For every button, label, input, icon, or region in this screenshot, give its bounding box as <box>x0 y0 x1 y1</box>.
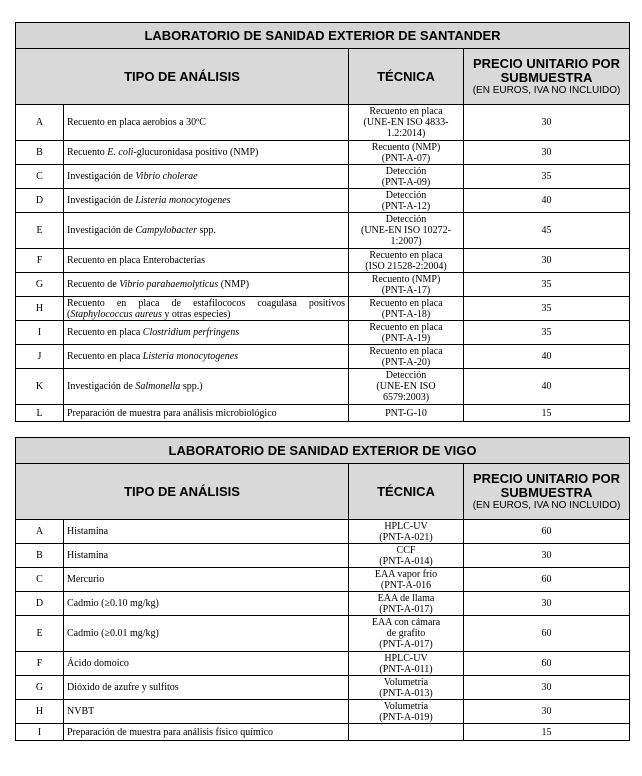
row-letter: B <box>16 544 64 568</box>
table-row <box>16 369 630 405</box>
technique-line: Recuento (NMP) <box>371 273 441 285</box>
technique <box>349 652 464 676</box>
analysis-name-italic: Clostridium perfringens <box>142 327 240 338</box>
technique-line: (PNT-A-019) <box>379 711 433 723</box>
technique <box>349 724 464 741</box>
technique <box>349 297 464 321</box>
row-letter: H <box>16 700 64 724</box>
technique-line: (PNT-A-017) <box>379 603 433 615</box>
unit-price: 45 <box>464 213 630 249</box>
analysis-name <box>64 369 349 405</box>
analysis-name-italic: Vibrio cholerae <box>135 171 198 182</box>
technique-line: (UNE-EN ISO <box>376 381 436 392</box>
table-title: LABORATORIO DE SANIDAD EXTERIOR DE SANTANDER <box>16 23 630 49</box>
header-tecnica: TÉCNICA <box>349 49 464 105</box>
technique <box>349 273 464 297</box>
technique-line: de grafito <box>386 628 426 639</box>
row-letter: E <box>16 213 64 249</box>
analysis-name-text: -glucuronidasa positivo (NMP) <box>133 147 259 158</box>
row-letter: L <box>16 405 64 422</box>
table-row <box>16 189 630 213</box>
technique-line: Recuento en placa <box>369 249 443 261</box>
analysis-name-text: Recuento en placa <box>67 327 143 338</box>
analysis-name-text: Cadmio (≥0.01 mg/kg) <box>67 628 159 639</box>
table-row <box>16 141 630 165</box>
analysis-name <box>64 249 349 273</box>
table-row <box>16 676 630 700</box>
unit-price: 60 <box>464 520 630 544</box>
technique <box>349 213 464 249</box>
unit-price: 60 <box>464 652 630 676</box>
analysis-name-text: Preparación de muestra para análisis microbiológico <box>67 407 277 419</box>
unit-price: 35 <box>464 297 630 321</box>
unit-price: 15 <box>464 405 630 422</box>
row-letter: I <box>16 321 64 345</box>
technique <box>349 568 464 592</box>
technique-line: 1:2007) <box>390 236 422 247</box>
technique-line: Detección <box>385 189 427 201</box>
table-row <box>16 592 630 616</box>
analysis-name-text: Recuento en placa Enterobacterias <box>67 255 205 266</box>
row-letter: G <box>16 676 64 700</box>
technique-line: (PNT-A-014) <box>379 555 433 567</box>
technique <box>349 165 464 189</box>
analysis-name-italic: Listeria monocytogenes <box>135 195 231 206</box>
technique-line: Detección <box>385 214 427 225</box>
technique-line: (PNT-A-20) <box>381 356 431 368</box>
analysis-name-text: Recuento en placa aerobios a 30ºC <box>67 117 206 128</box>
technique <box>349 369 464 405</box>
technique-line: (PNT-A-011) <box>379 663 433 675</box>
header-tecnica: TÉCNICA <box>349 464 464 520</box>
table-row <box>16 297 630 321</box>
technique-line: (UNE-EN ISO 10272- <box>361 225 451 236</box>
row-letter: E <box>16 616 64 652</box>
technique-line: (PNT-A-016 <box>380 579 432 591</box>
technique-line: EAA de llama <box>377 592 435 604</box>
header-precio-label: PRECIO UNITARIO POR SUBMUESTRA <box>472 56 621 85</box>
technique <box>349 141 464 165</box>
technique-line: HPLC-UV <box>384 520 428 532</box>
header-precio-note: (EN EUROS, IVA NO INCLUIDO) <box>472 500 621 511</box>
analysis-name <box>64 213 349 249</box>
technique-line: Volumetría <box>383 676 429 688</box>
technique-line: (PNT-A-19) <box>381 332 431 344</box>
table-row <box>16 724 630 741</box>
row-letter: C <box>16 568 64 592</box>
technique <box>349 249 464 273</box>
analysis-name <box>64 676 349 700</box>
technique-line: Recuento en placa <box>369 106 443 117</box>
table-row <box>16 249 630 273</box>
technique <box>349 321 464 345</box>
technique-line: (PNT-A-013) <box>379 687 433 699</box>
technique-line: (PNT-A-017) <box>379 639 433 650</box>
vigo-table <box>15 437 630 741</box>
header-tipo: TIPO DE ANÁLISIS <box>16 49 349 105</box>
technique-line: (PNT-A-12) <box>381 200 431 212</box>
row-letter: B <box>16 141 64 165</box>
header-precio <box>464 464 630 520</box>
technique <box>349 616 464 652</box>
technique-line: Recuento en placa <box>369 297 443 309</box>
analysis-name-text: Recuento en placa de estafilococos coagulasa positivos ( <box>67 297 345 320</box>
analysis-name <box>64 321 349 345</box>
analysis-name-text: NVBT <box>67 706 95 717</box>
header-precio-label: PRECIO UNITARIO POR SUBMUESTRA <box>472 471 621 500</box>
technique <box>349 345 464 369</box>
unit-price: 40 <box>464 189 630 213</box>
analysis-name-italic: Listeria monocytogenes <box>142 351 239 362</box>
technique-line: (PNT-A-18) <box>381 308 431 320</box>
analysis-name-italic: Campylobacter <box>135 225 197 236</box>
technique-line: Volumetría <box>383 700 429 712</box>
technique <box>349 544 464 568</box>
unit-price: 35 <box>464 321 630 345</box>
header-tipo: TIPO DE ANÁLISIS <box>16 464 349 520</box>
technique-line: Recuento en placa <box>369 345 443 357</box>
technique <box>349 405 464 422</box>
row-letter: F <box>16 652 64 676</box>
unit-price: 30 <box>464 544 630 568</box>
analysis-name <box>64 405 349 422</box>
row-letter: F <box>16 249 64 273</box>
analysis-name-text: Cadmio (≥0.10 mg/kg) <box>67 598 159 609</box>
analysis-name-text: spp.) <box>180 381 203 392</box>
analysis-name-text: Histamina <box>67 550 109 561</box>
row-letter: A <box>16 520 64 544</box>
technique <box>349 592 464 616</box>
analysis-name-text: Recuento <box>67 147 108 158</box>
table-row <box>16 616 630 652</box>
row-letter: G <box>16 273 64 297</box>
analysis-name-text: Preparación de muestra para análisis físico químico <box>67 726 274 738</box>
row-letter: D <box>16 592 64 616</box>
row-letter: J <box>16 345 64 369</box>
analysis-name-text: Mercurio <box>67 574 105 585</box>
analysis-name-text: Recuento en placa <box>67 351 143 362</box>
table-row <box>16 652 630 676</box>
row-letter: I <box>16 724 64 741</box>
technique-line: 1.2:2014) <box>386 128 426 139</box>
analysis-name-italic: Staphylococcus aureus <box>70 308 162 320</box>
technique <box>349 676 464 700</box>
unit-price: 60 <box>464 616 630 652</box>
analysis-name <box>64 141 349 165</box>
analysis-name-text: (NMP) <box>218 279 250 290</box>
analysis-name-text: Investigación de <box>67 171 136 182</box>
table-row <box>16 544 630 568</box>
technique-line: (UNE-EN ISO 4833- <box>363 117 449 128</box>
analysis-name-text: Dióxido de azufre y sulfitos <box>67 682 179 693</box>
analysis-name-italic: E. coli <box>107 147 134 158</box>
row-letter: K <box>16 369 64 405</box>
unit-price: 40 <box>464 369 630 405</box>
table-title: LABORATORIO DE SANIDAD EXTERIOR DE VIGO <box>16 438 630 464</box>
analysis-name-text: Investigación de <box>67 225 136 236</box>
technique <box>349 700 464 724</box>
analysis-name <box>64 189 349 213</box>
analysis-name <box>64 345 349 369</box>
row-letter: H <box>16 297 64 321</box>
technique-line: (PNT-A-17) <box>381 284 431 296</box>
analysis-name-text: Histamina <box>67 526 109 537</box>
technique-line: 6579:2003) <box>382 392 430 403</box>
unit-price: 40 <box>464 345 630 369</box>
technique-line: (PNT-A-09) <box>381 176 431 188</box>
unit-price: 35 <box>464 273 630 297</box>
analysis-name <box>64 592 349 616</box>
analysis-name-italic: Salmonella <box>135 381 181 392</box>
unit-price: 15 <box>464 724 630 741</box>
technique-line: Detección <box>385 370 427 381</box>
technique-line: (PNT-A-07) <box>381 152 431 164</box>
technique-line: CCF <box>396 544 416 556</box>
unit-price: 30 <box>464 592 630 616</box>
technique-line: (ISO 21528-2:2004) <box>365 260 447 272</box>
analysis-name <box>64 700 349 724</box>
analysis-name <box>64 616 349 652</box>
analysis-name <box>64 297 349 321</box>
table-row <box>16 105 630 141</box>
analysis-name-text: spp. <box>196 225 216 236</box>
technique-line: PNT-G-10 <box>385 407 427 419</box>
technique-line: EAA con cámara <box>371 617 441 628</box>
analysis-name-text: Investigación de <box>67 381 136 392</box>
table-row <box>16 213 630 249</box>
analysis-name-text: Ácido domoico <box>67 658 129 669</box>
table-row <box>16 405 630 422</box>
unit-price: 35 <box>464 165 630 189</box>
technique-line: EAA vapor frío <box>374 568 438 580</box>
analysis-name-text: y otras especies) <box>161 308 231 320</box>
table-row <box>16 165 630 189</box>
analysis-name <box>64 652 349 676</box>
table-row <box>16 321 630 345</box>
technique-line: Recuento (NMP) <box>371 141 441 153</box>
table-row <box>16 273 630 297</box>
analysis-name <box>64 273 349 297</box>
technique-line: (PNT-A-021) <box>379 531 433 543</box>
header-precio-note: (EN EUROS, IVA NO INCLUIDO) <box>472 85 621 96</box>
technique <box>349 520 464 544</box>
analysis-name <box>64 724 349 741</box>
row-letter: C <box>16 165 64 189</box>
technique-line: Detección <box>385 165 427 177</box>
table-row <box>16 700 630 724</box>
analysis-name-italic: Vibrio parahaemolyticus <box>119 279 219 290</box>
header-precio <box>464 49 630 105</box>
unit-price: 30 <box>464 676 630 700</box>
technique-line: Recuento en placa <box>369 321 443 333</box>
analysis-name <box>64 105 349 141</box>
analysis-name <box>64 544 349 568</box>
technique-line: HPLC-UV <box>384 652 428 664</box>
analysis-name <box>64 165 349 189</box>
table-row <box>16 568 630 592</box>
table-row <box>16 345 630 369</box>
technique <box>349 105 464 141</box>
row-letter: A <box>16 105 64 141</box>
santander-table <box>15 22 630 422</box>
unit-price: 30 <box>464 141 630 165</box>
unit-price: 30 <box>464 105 630 141</box>
technique <box>349 189 464 213</box>
analysis-name <box>64 568 349 592</box>
unit-price: 30 <box>464 700 630 724</box>
analysis-name-text: Recuento de <box>67 279 120 290</box>
table-row <box>16 520 630 544</box>
analysis-name-text: Investigación de <box>67 195 136 206</box>
unit-price: 60 <box>464 568 630 592</box>
unit-price: 30 <box>464 249 630 273</box>
row-letter: D <box>16 189 64 213</box>
analysis-name <box>64 520 349 544</box>
